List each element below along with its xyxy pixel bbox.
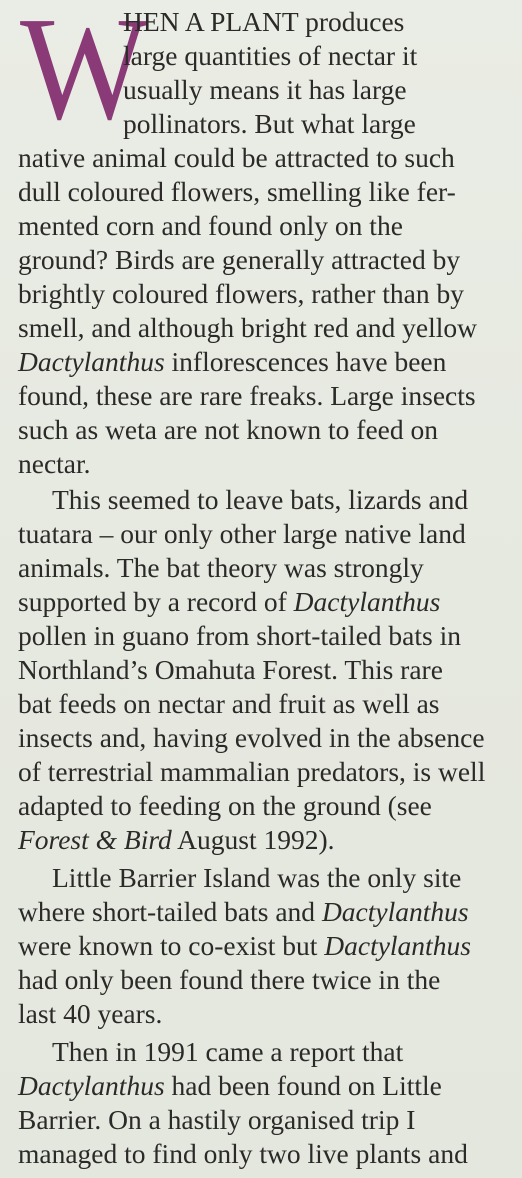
text-line: This seemed to leave bats, lizards and: [52, 484, 469, 515]
text-line: ground? Birds are generally attracted by: [18, 244, 461, 275]
text-line: large quantities of nectar it: [123, 40, 418, 71]
text-line: Then in 1991 came a report that: [52, 1036, 404, 1067]
text-line: nectar.: [18, 448, 91, 479]
italic-term: Dactylanthus: [324, 930, 471, 961]
text-line: brightly coloured flowers, rather than by: [18, 278, 464, 309]
text-line: were known to co-exist but Dactylanthus: [18, 930, 471, 961]
text-line: Barrier. On a hastily organised trip I: [18, 1104, 416, 1135]
text-line: Northland’s Omahuta Forest. This rare: [18, 654, 443, 685]
italic-term: Forest & Bird: [18, 824, 172, 855]
text-line: smell, and although bright red and yellow: [18, 312, 478, 343]
text-line: adapted to feeding on the ground (see: [18, 790, 432, 821]
text-line: HEN A PLANT produces: [123, 6, 405, 37]
text-line: had only been found there twice in the: [18, 964, 441, 995]
text-line: native animal could be attracted to such: [18, 142, 455, 173]
text-line: pollen in guano from short-tailed bats in: [18, 620, 461, 651]
text-line: Dactylanthus inflorescences have been: [18, 346, 447, 377]
text-line: supported by a record of Dactylanthus: [18, 586, 441, 617]
text-line: Dactylanthus had been found on Little: [18, 1070, 442, 1101]
italic-term: Dactylanthus: [18, 1070, 165, 1101]
text-line: found, these are rare freaks. Large insects: [18, 380, 476, 411]
text-line: usually means it has large: [123, 74, 407, 105]
text-line: where short-tailed bats and Dactylanthus: [18, 896, 469, 927]
text-line: last 40 years.: [18, 998, 163, 1029]
italic-term: Dactylanthus: [18, 346, 165, 377]
text-line: pollinators. But what large: [123, 108, 416, 139]
text-line: managed to find only two live plants and: [18, 1138, 468, 1169]
text-line: such as weta are not known to feed on: [18, 414, 439, 445]
italic-term: Dactylanthus: [293, 586, 441, 617]
drop-cap: W: [20, 0, 144, 151]
text-line: dull coloured flowers, smelling like fer-: [18, 176, 456, 207]
text-line: bat feeds on nectar and fruit as well as: [18, 688, 440, 719]
text-line: animals. The bat theory was strongly: [18, 552, 424, 583]
text-line: Forest & Bird August 1992).: [18, 824, 335, 855]
italic-term: Dactylanthus: [321, 896, 469, 927]
text-line: tuatara – our only other large native land: [18, 518, 466, 549]
text-line: Little Barrier Island was the only site: [52, 862, 462, 893]
text-line: mented corn and found only on the: [18, 210, 403, 241]
text-line: insects and, having evolved in the absence: [18, 722, 485, 753]
text-line: of terrestrial mammalian predators, is well: [18, 756, 486, 787]
